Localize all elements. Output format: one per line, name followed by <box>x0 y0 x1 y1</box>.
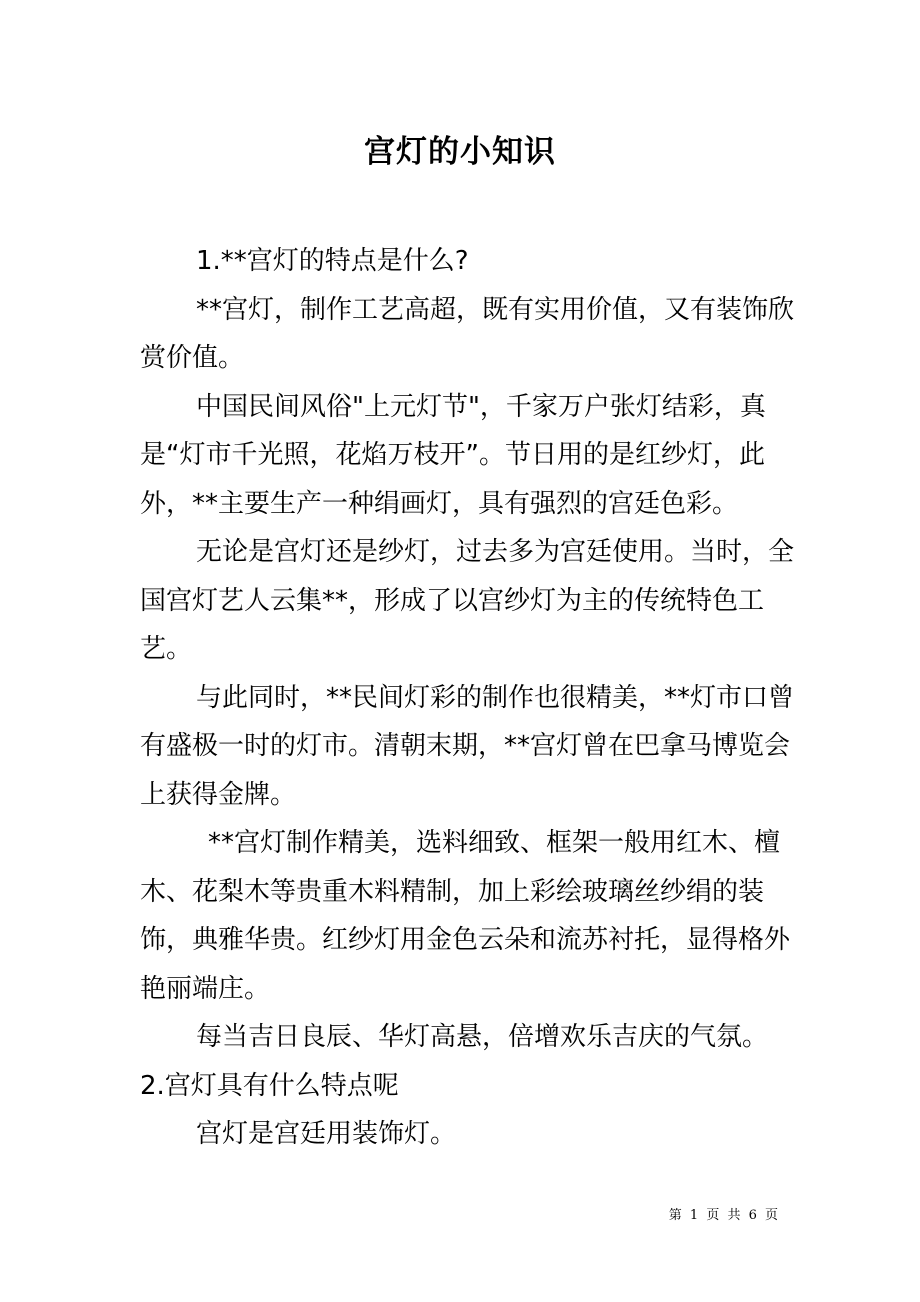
paragraph-materials: **宫灯制作精美，选料细致、框架一般用红木、檀木、花梨木等贵重木料精制，加上彩绘玻璃丝纱绢的装饰，典雅华贵。红纱灯用金色云朵和流苏衬托，显得格外艳丽端庄。 <box>140 828 791 1004</box>
document-body <box>140 237 805 1159</box>
paragraph-palace-use: 无论是宫灯还是纱灯，过去多为宫廷使用。当时，全国宫灯艺人云集**，形成了以宫纱灯为主的传统特色工艺。 <box>140 537 795 664</box>
paragraph-folk-lanterns: 与此同时，**民间灯彩的制作也很精美，**灯市口曾有盛极一时的灯市。清朝末期，**宫灯曾在巴拿马博览会上获得金牌。 <box>140 682 795 810</box>
heading-question-2: 2.宫灯具有什么特点呢 <box>140 1070 399 1101</box>
paragraph-lantern-festival: 中国民间风俗"上元灯节"，千家万户张灯结彩，真是“灯市千光照，花焰万枝开”。节日用的是红纱灯，此外，**主要生产一种绢画灯，具有强烈的宫廷色彩。 <box>140 391 766 519</box>
document-title: 宫灯的小知识 <box>364 134 556 170</box>
paragraph-festive-atmosphere: 每当吉日良辰、华灯高悬，倍增欢乐吉庆的气氛。 <box>196 1022 769 1052</box>
paragraph-craft-value: **宫灯，制作工艺高超，既有实用价值，又有装饰欣赏价值。 <box>140 294 795 373</box>
paragraph-palace-decor: 宫灯是宫廷用装饰灯。 <box>196 1119 457 1149</box>
page-number-footer: 第 1 页 共 6 页 <box>668 1208 780 1223</box>
heading-question-1: 1.**宫灯的特点是什么? <box>196 246 469 276</box>
